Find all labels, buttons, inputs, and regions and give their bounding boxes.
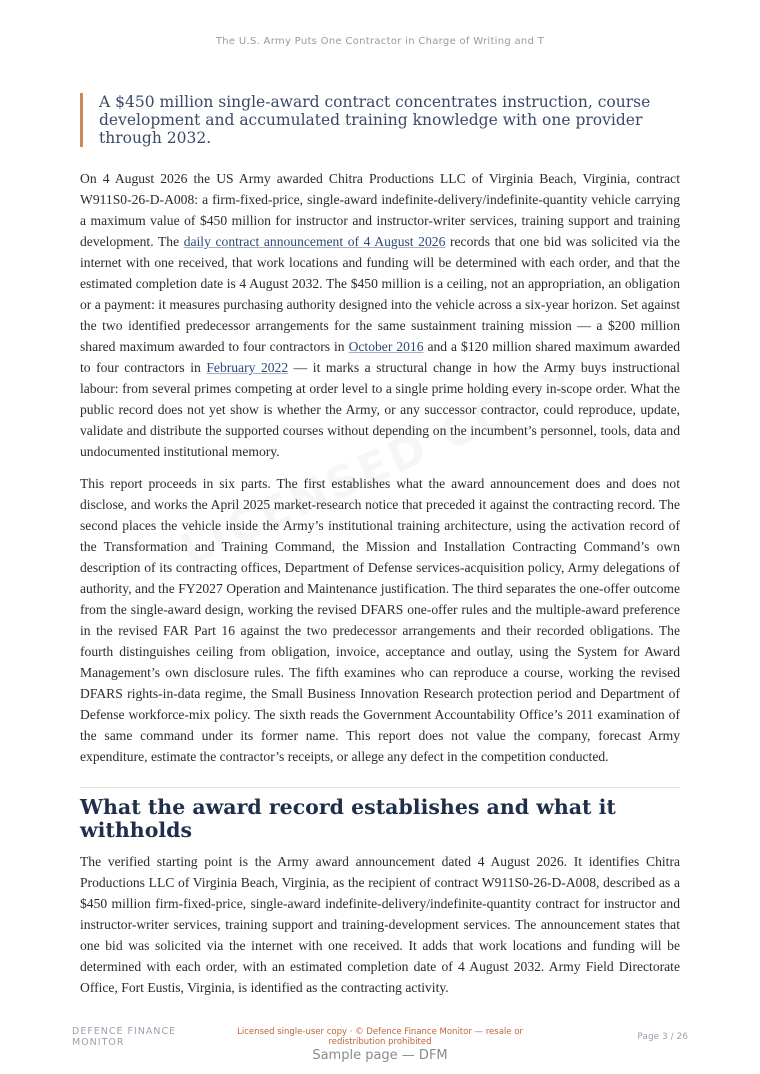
october-2016-link[interactable]: October 2016 — [348, 339, 424, 354]
footer-license: Licensed single-user copy · © Defence Finance Monitor — resale or redistribution prohibited — [237, 1027, 523, 1047]
intro-text-4: — it marks a structural change in how the Army buys instructional labour: from several primes competing at order level to a single prime holding every in-scope order. What the public record does not yet show is whether the Army, or any successor contractor, could reproduce, update, validate and distribute the supported courses without depending on the incumbent’s personnel, tools, data and undocumented institutional memory. — [80, 360, 680, 459]
article-body — [80, 168, 680, 1009]
footer-brand: DEFENCE FINANCE MONITOR — [72, 1026, 177, 1048]
section-divider — [80, 787, 680, 788]
intro-text-2: records that one bid was solicited via the internet with one received, that work locations and funding will be determined with each order, and that the estimated completion date is 4 August 2032. The $450 million is a ceiling, not an appropriation, an obligation or a payment: it measures purchasing authority designed into the vehicle across a six-year horizon. Set against the two identified predecessor arrangements for the same sustainment training mission — a $200 million shared maximum awarded to four contractors in — [80, 234, 680, 354]
february-2022-link[interactable]: February 2022 — [206, 360, 289, 375]
page-number: Page 3 / 26 — [637, 1032, 688, 1042]
section-paragraph: The verified starting point is the Army award announcement dated 4 August 2026. It identifies Chitra Productions LLC of Virginia Beach, Virginia, as the recipient of contract W911S0-26-D-A008, described as a $450 million firm-fixed-price, single-award indefinite-delivery/indefinite-quantity contract for instructor and instructor-writer services, training support and training-development services. The announcement states that one bid was solicited via the internet with one received. It adds that work locations and funding will be determined with each order, with an estimated completion date of 4 August 2032. Army Field Directorate Office, Fort Eustis, Virginia, is identified as the contracting activity. — [80, 854, 680, 995]
section-heading: What the award record establishes and what it withholds — [80, 795, 616, 842]
intro-text-1: On 4 August 2026 the US Army awarded Chitra Productions LLC of Virginia Beach, Virginia, contract W911S0-26-D-A008: a firm-fixed-price, single-award indefinite-delivery/indefinite-quantity vehicle carrying a maximum value of $450 million for instructor and instructor-writer services, training support and training development. The — [80, 171, 680, 249]
pull-quote: A $450 million single-award contract concentrates instruction, course development and accumulated training knowledge with one provider through 2032. — [80, 93, 659, 147]
intro-text-3: and a $120 million shared maximum awarded to four contractors in — [80, 339, 680, 375]
report-structure-paragraph: This report proceeds in six parts. The first establishes what the award announcement does and does not disclose, and works the April 2025 market-research notice that preceded it against the contracting record. The second places the vehicle inside the Army’s institutional training architecture, using the activation record of the Transformation and Training Command, the Mission and Installation Contracting Command’s own description of its contracting offices, Department of Defense services-acquisition policy, Army delegations of authority, and the FY2027 Operation and Maintenance justification. The third separates the one-offer outcome from the single-award design, working the revised DFARS one-offer rules and the multiple-award preference in the revised FAR Part 16 against the two predecessor arrangements and their recorded obligations. The fourth distinguishes ceiling from obligation, invoice, acceptance and outlay, using the System for Award Management’s own disclosure rules. The fifth examines who can reproduce a course, working the revised DFARS rights-in-data regime, the Small Business Innovation Research protection period and Department of Defense workforce-mix policy. The sixth reads the Government Accountability Office’s 2011 examination of the same command under its former name. This report does not value the company, forecast Army expenditure, estimate the contractor’s receipts, or allege any defect in the competition conducted. — [80, 476, 680, 764]
sample-label: Sample page — DFM — [312, 1048, 448, 1063]
running-header: The U.S. Army Puts One Contractor in Charge of Writing and T — [215, 36, 545, 47]
intro-paragraph — [80, 168, 680, 462]
daily-contract-announcement-link[interactable]: daily contract announcement of 4 August 2026 — [183, 234, 446, 249]
